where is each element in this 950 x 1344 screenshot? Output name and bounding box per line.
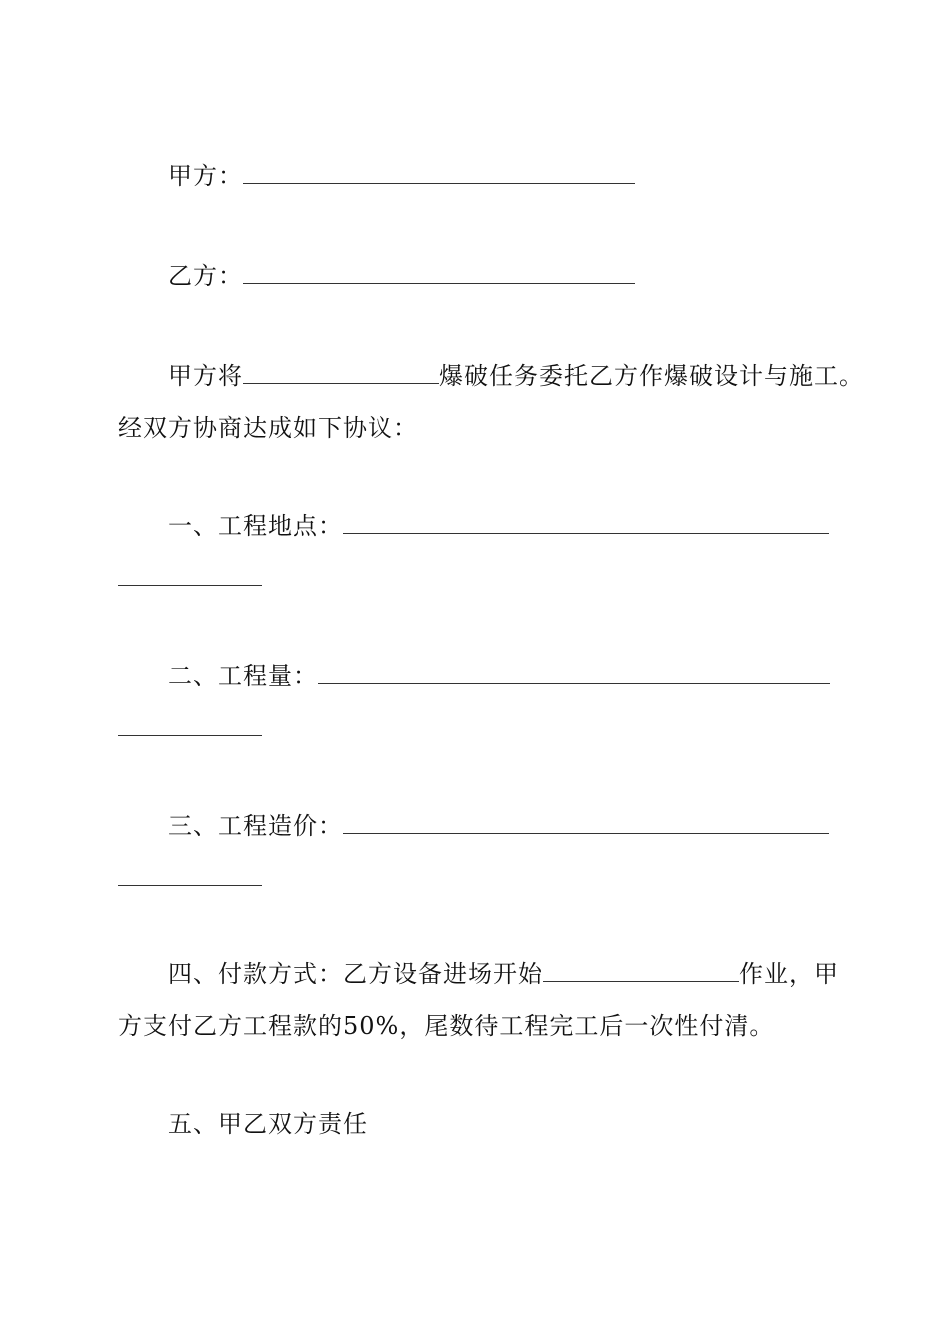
party-a-line [168,160,635,192]
clause4-suffix: 作业，甲 [739,960,839,988]
intro-suffix: 爆破任务委托乙方作爆破设计与施工。 [439,362,864,390]
intro-prefix: 甲方将 [168,362,243,390]
party-b-blank [243,261,635,284]
clause1-label: 一、工程地点： [168,512,343,540]
party-b-label: 乙方： [168,262,243,290]
party-a-blank [243,161,635,184]
clause4-prefix: 四、付款方式：乙方设备进场开始 [168,960,543,988]
clause4-line-1 [168,958,839,990]
clause2-blank-continued [118,734,262,736]
clause3-label: 三、工程造价： [168,812,343,840]
clause1-blank [343,511,829,534]
intro-line-1 [168,360,864,392]
clause4-blank [543,959,739,982]
clause1-line [168,510,829,542]
clause3-blank [343,811,829,834]
clause4-line2: 方支付乙方工程款的50%，尾数待工程完工后一次性付清。 [118,1012,775,1040]
intro-blank [243,361,439,384]
intro-line-2 [118,412,418,444]
clause2-line [168,660,830,692]
clause5-line [168,1108,368,1140]
clause1-blank-continued [118,584,262,586]
party-a-label: 甲方： [168,162,243,190]
clause4-line-2 [118,1010,774,1042]
clause3-line [168,810,829,842]
clause5-label: 五、甲乙双方责任 [168,1110,368,1138]
party-b-line [168,260,635,292]
intro-line2: 经双方协商达成如下协议： [118,414,418,442]
clause2-label: 二、工程量： [168,662,318,690]
clause2-blank [318,661,830,684]
clause3-blank-continued [118,884,262,886]
